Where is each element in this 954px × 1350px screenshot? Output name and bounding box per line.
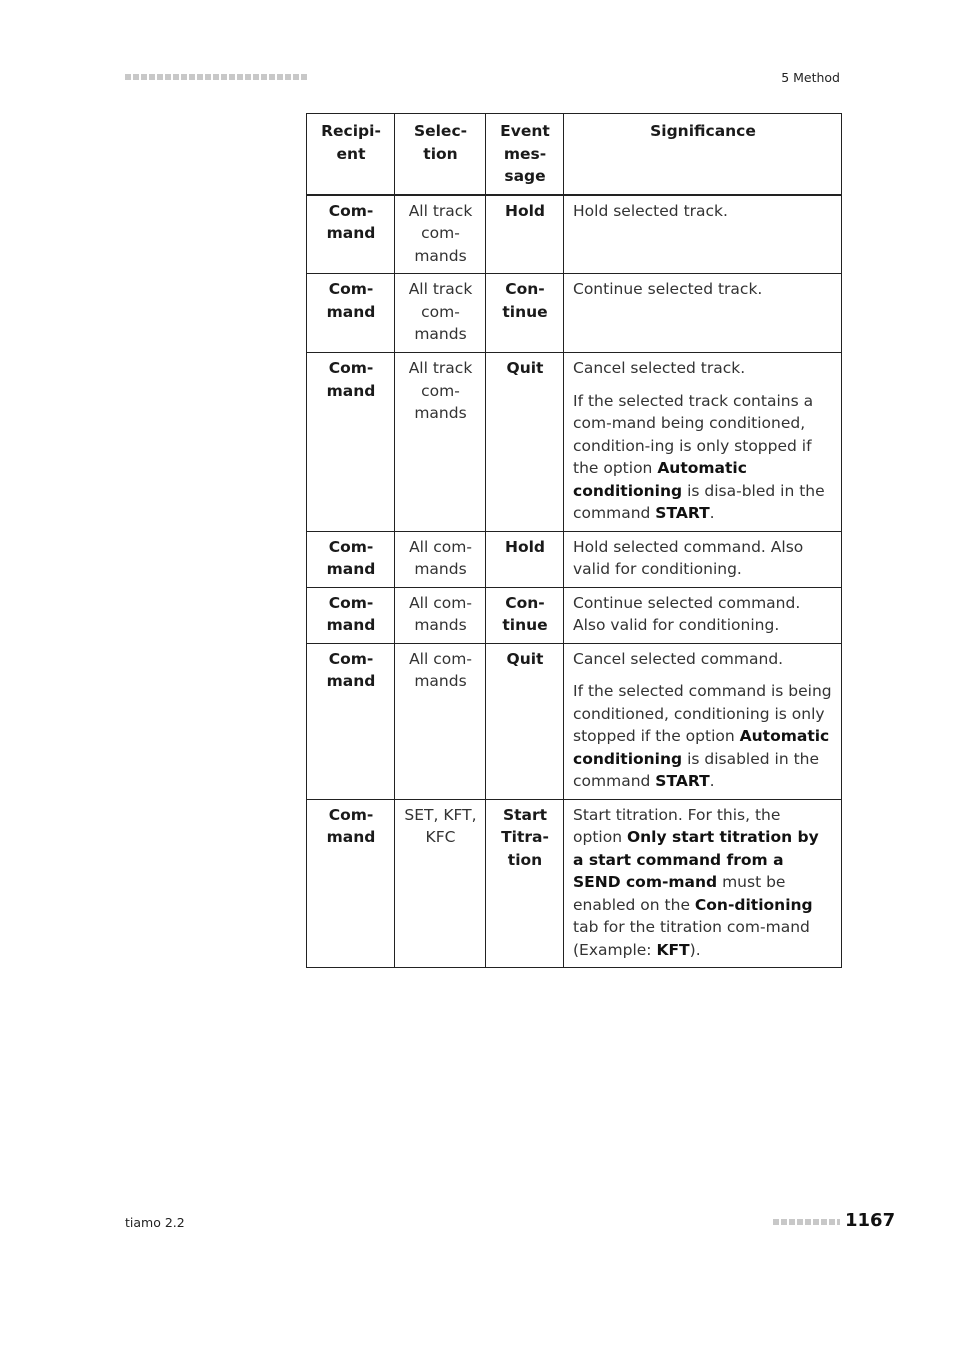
significance-paragraph: Hold selected command. Also valid for conditioning. [573,537,804,578]
cell-selection: All com- mands [395,587,486,643]
cell-event-message: Hold [486,195,564,274]
table-body [307,195,842,968]
footer-decoration [773,1219,840,1227]
cell-event-message: Con- tinue [486,274,564,353]
significance-paragraph: Hold selected track. [573,201,728,220]
table-row [307,531,842,587]
bold-term: START [655,772,710,790]
cell-recipient: Com- mand [307,587,395,643]
table-row [307,195,842,274]
significance-paragraph: If the selected command is being conditioned, conditioning is only stopped if the option Automatic conditioning is disabled in the command START. [573,682,832,790]
table-row [307,799,842,968]
cell-significance [564,531,842,587]
cell-significance [564,799,842,968]
header-selection: Selec- tion [395,114,486,195]
table-header-row [307,114,842,195]
significance-paragraph: Cancel selected track. [573,359,746,377]
cell-significance [564,353,842,532]
event-message-table [306,113,842,968]
significance-paragraph: If the selected track contains a com-mand being conditioned, condition-ing is only stopped if the option Automatic conditioning is disa-bled in the command START. [573,391,825,522]
cell-event-message: Quit [486,353,564,532]
cell-significance [564,643,842,799]
cell-recipient: Com- mand [307,274,395,353]
bold-term: Only start titration by a start command from a SEND com-mand [573,828,819,891]
header-significance: Significance [564,114,842,195]
product-name: tiamo 2.2 [125,1215,185,1230]
cell-event-message: Quit [486,643,564,799]
cell-selection: All com- mands [395,643,486,799]
significance-paragraph: Continue selected track. [573,280,763,298]
header-decoration [125,72,307,82]
cell-significance [564,274,842,353]
cell-selection: SET, KFT, KFC [395,799,486,968]
bold-term: Con-ditioning [694,895,813,914]
cell-selection: All com- mands [395,531,486,587]
cell-recipient: Com- mand [307,799,395,968]
cell-significance [564,195,842,274]
table-row [307,587,842,643]
cell-selection: All track com- mands [395,274,486,353]
section-title: 5 Method [781,70,840,85]
bold-term: START [655,504,710,522]
cell-recipient: Com- mand [307,353,395,532]
table-row [307,274,842,353]
table-row [307,643,842,799]
significance-paragraph: Continue selected command. Also valid for conditioning. [573,593,801,634]
cell-event-message: Hold [486,531,564,587]
cell-event-message: Con- tinue [486,587,564,643]
cell-recipient: Com- mand [307,643,395,799]
bold-term: Automatic conditioning [573,459,747,500]
page-number: 1167 [845,1210,896,1231]
header-recipient: Recipi- ent [307,114,395,195]
table-row [307,353,842,532]
cell-selection: All track com- mands [395,353,486,532]
cell-recipient: Com- mand [307,531,395,587]
significance-paragraph: Start titration. For this, the option Only start titration by a start command from a SEND com-mand must be enabled on the Con-ditioning tab for the titration com-mand (Example: KFT). [573,805,819,959]
cell-significance [564,587,842,643]
bold-term: Automatic conditioning [573,727,830,768]
significance-paragraph: Cancel selected command. [573,649,784,668]
cell-selection: All track com- mands [395,195,486,274]
cell-recipient: Com- mand [307,195,395,274]
header-event-message: Event mes- sage [486,114,564,195]
cell-event-message: Start Titra- tion [486,799,564,968]
bold-term: KFT [656,940,690,959]
